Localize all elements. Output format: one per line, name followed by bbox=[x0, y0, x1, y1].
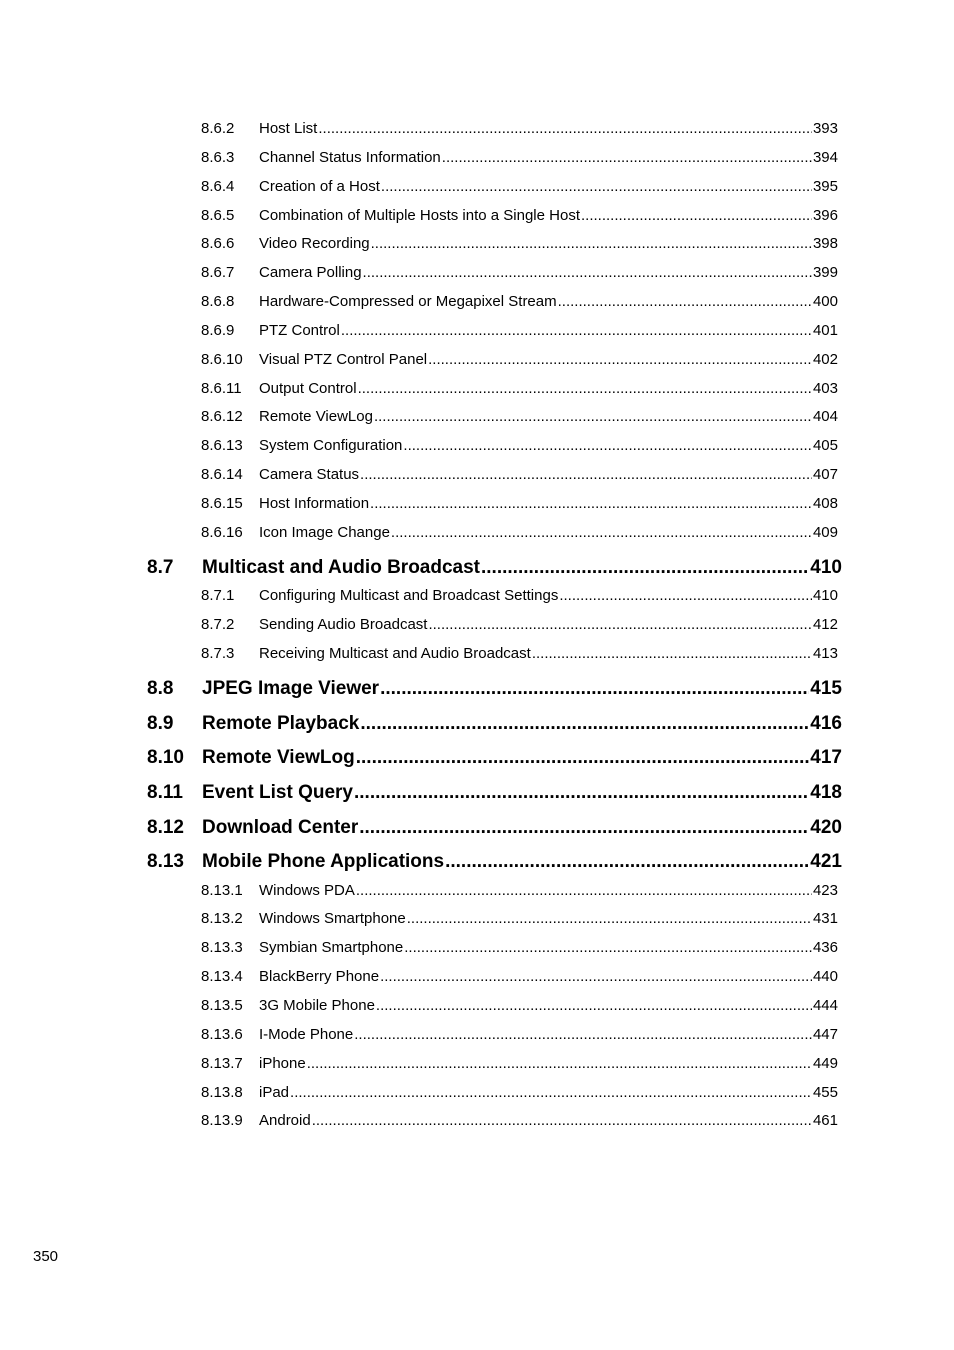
toc-entry[interactable] bbox=[201, 997, 838, 1017]
toc-entry-number: 8.13.2 bbox=[201, 910, 243, 927]
toc-dot-leader bbox=[356, 747, 810, 769]
toc-entry-title: 3G Mobile Phone bbox=[259, 997, 375, 1014]
toc-section-page: 418 bbox=[810, 782, 842, 803]
toc-entry[interactable] bbox=[201, 380, 838, 400]
toc-entry[interactable] bbox=[201, 1055, 838, 1075]
toc-section-number: 8.7 bbox=[147, 557, 174, 578]
toc-dot-leader bbox=[445, 851, 809, 873]
toc-dot-leader bbox=[354, 782, 809, 804]
toc-entry[interactable] bbox=[201, 882, 838, 902]
toc-entry[interactable] bbox=[201, 207, 838, 227]
toc-entry-number: 8.6.14 bbox=[201, 466, 243, 483]
toc-entry-page: 436 bbox=[812, 939, 838, 956]
toc-entry[interactable] bbox=[201, 322, 838, 342]
toc-entry-title: PTZ Control bbox=[259, 322, 340, 339]
toc-entry-title: Host Information bbox=[259, 495, 370, 512]
toc-entry-number: 8.6.11 bbox=[201, 380, 242, 397]
toc-entry-title: Windows PDA bbox=[259, 882, 355, 899]
toc-dot-leader bbox=[312, 1112, 812, 1129]
toc-entry-page: 410 bbox=[812, 587, 838, 604]
toc-entry-number: 8.6.16 bbox=[201, 524, 243, 541]
toc-section-title: Download Center bbox=[202, 817, 359, 838]
toc-entry-number: 8.13.8 bbox=[201, 1084, 243, 1101]
toc-entry-page: 431 bbox=[812, 910, 838, 927]
toc-dot-leader bbox=[363, 264, 812, 281]
toc-entry-number: 8.7.3 bbox=[201, 645, 235, 662]
toc-entry-page: 455 bbox=[812, 1084, 838, 1101]
toc-entry-title: Creation of a Host bbox=[259, 178, 380, 195]
toc-section-number: 8.9 bbox=[147, 713, 174, 734]
toc-entry[interactable] bbox=[201, 437, 838, 457]
toc-dot-leader bbox=[356, 882, 812, 899]
toc-entry-title: Camera Polling bbox=[259, 264, 362, 281]
toc-entry-title: Video Recording bbox=[259, 235, 370, 252]
toc-entry[interactable] bbox=[201, 408, 838, 428]
toc-entry-number: 8.7.1 bbox=[201, 587, 235, 604]
toc-entry[interactable] bbox=[201, 149, 838, 169]
toc-entry-title: Windows Smartphone bbox=[259, 910, 406, 927]
toc-entry-number: 8.13.4 bbox=[201, 968, 243, 985]
toc-entry-title: Android bbox=[259, 1112, 311, 1129]
toc-dot-leader bbox=[371, 235, 812, 252]
toc-entry-page: 394 bbox=[812, 149, 838, 166]
toc-section-number: 8.12 bbox=[147, 817, 184, 838]
toc-dot-leader bbox=[380, 968, 812, 985]
toc-entry-page: 423 bbox=[812, 882, 838, 899]
toc-entry-number: 8.6.10 bbox=[201, 351, 243, 368]
toc-entry-title: Host List bbox=[259, 120, 318, 137]
toc-entry-page: 461 bbox=[812, 1112, 838, 1129]
toc-entry-title: Sending Audio Broadcast bbox=[259, 616, 428, 633]
toc-dot-leader bbox=[358, 380, 812, 397]
toc-section-page: 415 bbox=[810, 678, 842, 699]
toc-section-entry[interactable] bbox=[147, 747, 842, 771]
toc-section-entry[interactable] bbox=[147, 713, 842, 737]
toc-entry-title: Channel Status Information bbox=[259, 149, 441, 166]
toc-section-number: 8.8 bbox=[147, 678, 174, 699]
toc-section-title: JPEG Image Viewer bbox=[202, 678, 380, 699]
toc-dot-leader bbox=[428, 616, 812, 633]
toc-entry-number: 8.13.3 bbox=[201, 939, 243, 956]
toc-entry-page: 398 bbox=[812, 235, 838, 252]
toc-entry-page: 409 bbox=[812, 524, 838, 541]
toc-entry-number: 8.6.15 bbox=[201, 495, 243, 512]
toc-entry-page: 400 bbox=[812, 293, 838, 310]
toc-dot-leader bbox=[581, 207, 812, 224]
toc-dot-leader bbox=[428, 351, 812, 368]
toc-entry[interactable] bbox=[201, 587, 838, 607]
toc-dot-leader bbox=[307, 1055, 812, 1072]
toc-entry-number: 8.6.3 bbox=[201, 149, 235, 166]
toc-dot-leader bbox=[318, 120, 812, 137]
toc-section-entry[interactable] bbox=[147, 782, 842, 806]
toc-section-title: Remote ViewLog bbox=[202, 747, 355, 768]
toc-entry-number: 8.6.9 bbox=[201, 322, 235, 339]
toc-entry-title: Configuring Multicast and Broadcast Settings bbox=[259, 587, 559, 604]
toc-section-number: 8.13 bbox=[147, 851, 184, 872]
toc-entry-number: 8.6.5 bbox=[201, 207, 235, 224]
toc-entry[interactable] bbox=[201, 351, 838, 371]
toc-section-title: Multicast and Audio Broadcast bbox=[202, 557, 480, 578]
toc-section-entry[interactable] bbox=[147, 817, 842, 841]
toc-section-page: 410 bbox=[810, 557, 842, 578]
toc-dot-leader bbox=[354, 1026, 812, 1043]
toc-dot-leader bbox=[407, 910, 812, 927]
toc-section-entry[interactable] bbox=[147, 851, 842, 875]
toc-entry-title: Receiving Multicast and Audio Broadcast bbox=[259, 645, 531, 662]
toc-section-page: 417 bbox=[810, 747, 842, 768]
toc-entry-page: 412 bbox=[812, 616, 838, 633]
toc-entry-title: Combination of Multiple Hosts into a Single Host bbox=[259, 207, 580, 224]
toc-entry[interactable] bbox=[201, 495, 838, 515]
toc-entry[interactable] bbox=[201, 645, 838, 665]
toc-dot-leader bbox=[360, 466, 812, 483]
toc-entry-title: I-Mode Phone bbox=[259, 1026, 354, 1043]
toc-entry[interactable] bbox=[201, 235, 838, 255]
toc-entry-page: 403 bbox=[812, 380, 838, 397]
toc-dot-leader bbox=[381, 178, 812, 195]
toc-entry-page: 449 bbox=[812, 1055, 838, 1072]
toc-section-page: 416 bbox=[810, 713, 842, 734]
toc-entry-number: 8.6.7 bbox=[201, 264, 235, 281]
toc-dot-leader bbox=[380, 678, 809, 700]
toc-entry[interactable] bbox=[201, 1084, 838, 1104]
toc-dot-leader bbox=[290, 1084, 812, 1101]
toc-entry[interactable] bbox=[201, 910, 838, 930]
toc-dot-leader bbox=[341, 322, 812, 339]
toc-entry[interactable] bbox=[201, 466, 838, 486]
toc-section-page: 421 bbox=[810, 851, 842, 872]
toc-entry[interactable] bbox=[201, 1112, 838, 1132]
toc-entry-title: Remote ViewLog bbox=[259, 408, 373, 425]
toc-entry-page: 440 bbox=[812, 968, 838, 985]
toc-entry-title: Icon Image Change bbox=[259, 524, 390, 541]
toc-entry[interactable] bbox=[201, 120, 838, 140]
toc-entry[interactable] bbox=[201, 264, 838, 284]
toc-entry[interactable] bbox=[201, 968, 838, 988]
toc-entry-number: 8.7.2 bbox=[201, 616, 235, 633]
toc-entry-title: Visual PTZ Control Panel bbox=[259, 351, 428, 368]
toc-section-entry[interactable] bbox=[147, 557, 842, 581]
toc-entry-page: 399 bbox=[812, 264, 838, 281]
toc-entry-number: 8.13.1 bbox=[201, 882, 243, 899]
toc-section-page: 420 bbox=[810, 817, 842, 838]
toc-entry[interactable] bbox=[201, 524, 838, 544]
toc-entry-number: 8.13.6 bbox=[201, 1026, 243, 1043]
toc-entry-number: 8.13.5 bbox=[201, 997, 243, 1014]
toc-dot-leader bbox=[532, 645, 812, 662]
toc-entry-page: 401 bbox=[812, 322, 838, 339]
toc-entry-page: 444 bbox=[812, 997, 838, 1014]
toc-section-entry[interactable] bbox=[147, 678, 842, 702]
toc-dot-leader bbox=[403, 437, 812, 454]
toc-entry-page: 396 bbox=[812, 207, 838, 224]
toc-entry[interactable] bbox=[201, 616, 838, 636]
toc-entry[interactable] bbox=[201, 178, 838, 198]
toc-dot-leader bbox=[559, 587, 812, 604]
toc-entry-number: 8.6.13 bbox=[201, 437, 243, 454]
toc-entry-page: 404 bbox=[812, 408, 838, 425]
toc-entry-page: 393 bbox=[812, 120, 838, 137]
toc-entry-number: 8.6.8 bbox=[201, 293, 235, 310]
toc-entry-title: Symbian Smartphone bbox=[259, 939, 404, 956]
toc-section-title: Event List Query bbox=[202, 782, 353, 803]
toc-section-number: 8.10 bbox=[147, 747, 184, 768]
toc-dot-leader bbox=[481, 557, 809, 579]
toc-section-number: 8.11 bbox=[147, 782, 183, 803]
toc-dot-leader bbox=[359, 817, 809, 839]
toc-entry-page: 405 bbox=[812, 437, 838, 454]
toc-entry-number: 8.13.9 bbox=[201, 1112, 243, 1129]
toc-entry-title: System Configuration bbox=[259, 437, 403, 454]
toc-dot-leader bbox=[404, 939, 812, 956]
toc-entry[interactable] bbox=[201, 939, 838, 959]
toc-entry-page: 402 bbox=[812, 351, 838, 368]
toc-entry-number: 8.6.2 bbox=[201, 120, 235, 137]
toc-dot-leader bbox=[374, 408, 812, 425]
toc-entry-title: iPad bbox=[259, 1084, 290, 1101]
toc-entry-number: 8.6.6 bbox=[201, 235, 235, 252]
toc-entry-title: iPhone bbox=[259, 1055, 306, 1072]
toc-entry-page: 408 bbox=[812, 495, 838, 512]
toc-entry-page: 407 bbox=[812, 466, 838, 483]
toc-dot-leader bbox=[376, 997, 812, 1014]
toc-entry-page: 395 bbox=[812, 178, 838, 195]
toc-dot-leader bbox=[370, 495, 812, 512]
toc-entry-page: 413 bbox=[812, 645, 838, 662]
toc-dot-leader bbox=[558, 293, 812, 310]
toc-entry-number: 8.13.7 bbox=[201, 1055, 243, 1072]
toc-entry-number: 8.6.4 bbox=[201, 178, 235, 195]
toc-entry-title: Output Control bbox=[259, 380, 357, 397]
toc-dot-leader bbox=[442, 149, 812, 166]
toc-entry-page: 447 bbox=[812, 1026, 838, 1043]
toc-dot-leader bbox=[360, 713, 809, 735]
toc-section-title: Mobile Phone Applications bbox=[202, 851, 445, 872]
toc-section-title: Remote Playback bbox=[202, 713, 360, 734]
toc-entry-number: 8.6.12 bbox=[201, 408, 243, 425]
toc-dot-leader bbox=[391, 524, 812, 541]
toc-entry-title: Camera Status bbox=[259, 466, 360, 483]
toc-entry-title: Hardware-Compressed or Megapixel Stream bbox=[259, 293, 557, 310]
page-number: 350 bbox=[33, 1248, 59, 1265]
toc-entry-title: BlackBerry Phone bbox=[259, 968, 380, 985]
toc-entry[interactable] bbox=[201, 293, 838, 313]
toc-entry[interactable] bbox=[201, 1026, 838, 1046]
